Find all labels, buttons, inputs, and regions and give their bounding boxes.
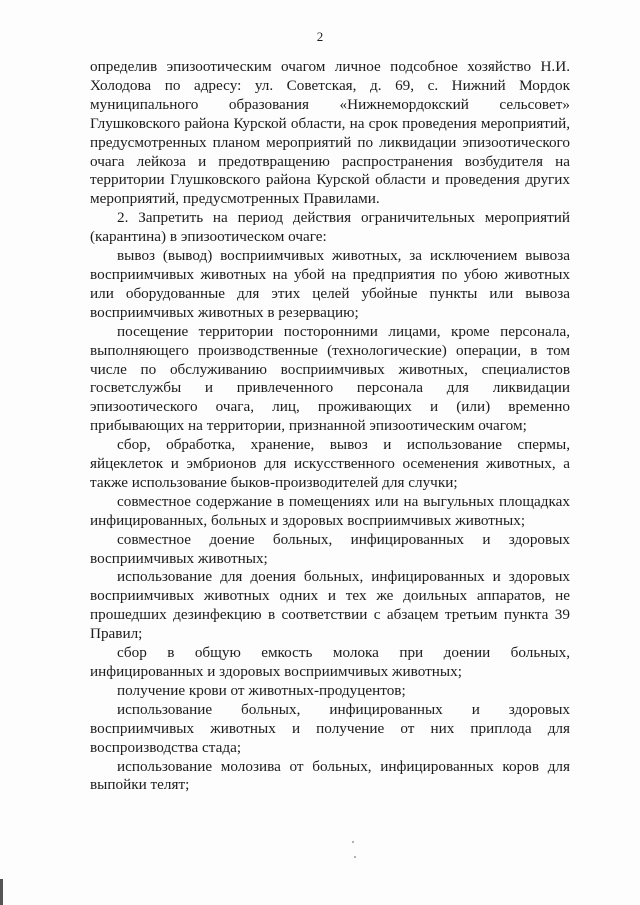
paragraph-breeding-ban: использование больных, инфицированных и здоровых восприимчивых животных и получение от них приплода для воспроизводства стада; <box>90 700 570 756</box>
paragraph-blood-ban: получение крови от животных-продуцентов; <box>117 681 406 699</box>
paragraph-visit-ban: посещение территории посторонними лицами, кроме персонала, выполняющего производственные (технологические) операции, в том числе по обслуживанию восприимчивых животных, специалистов госветслужбы и привлеченного персонала для ликвидации эпизоотического очага, лиц, проживающих и (или) временно прибывающих на территории, признанной эпизоотическим очагом; <box>90 322 570 435</box>
paragraph-joint-keeping-ban: совместное содержание в помещениях или на выгульных площадках инфицированных, больных и здоровых восприимчивых животных; <box>90 492 570 529</box>
paragraph-milk-collection-ban: сбор в общую емкость молока при доении больных, инфицированных и здоровых восприимчивых животных; <box>90 644 570 680</box>
scan-edge-mark <box>0 879 3 905</box>
paragraph-milking-machine-ban: использование для доения больных, инфицированных и здоровых восприимчивых животных одних и тех же доильных аппаратов, не прошедших дезинфекцию в соответствии с абзацем третьим пункта 39 Правил; <box>90 568 570 643</box>
paragraph-joint-milking-ban: совместное доение больных, инфицированных и здоровых восприимчивых животных; <box>90 530 570 567</box>
page-number: 2 <box>316 29 324 44</box>
paragraph-hearth-definition: определив эпизоотическим очагом личное подсобное хозяйство Н.И. Холодова по адресу: ул. Советская, д. 69, с. Нижний Мордок муниципального образования «Нижнемордокский сельсовет» Глушковского района Курской области, на срок проведения мероприятий, предусмотренных планом мероприятий по ликвидации эпизоотического очага лейкоза и предотвращению распространения возбудителя на территории Глушковского района Курской области и проведения других мероприятий, предусмотренных Правилами. <box>90 58 570 208</box>
scan-speck <box>354 856 356 858</box>
paragraph-sperm-ban: сбор, обработка, хранение, вывоз и использование спермы, яйцеклеток и эмбрионов для искусственного осеменения животных, а также использование быков-производителей для случки; <box>90 436 570 491</box>
document-body <box>90 58 570 795</box>
scan-speck <box>352 841 354 843</box>
paragraph-prohibition-intro: 2. Запретить на период действия ограничительных мероприятий (карантина) в эпизоотическом очаге: <box>90 209 570 246</box>
paragraph-colostrum-ban: использование молозива от больных, инфицированных коров для выпойки телят; <box>90 757 570 794</box>
paragraph-export-ban: вывоз (вывод) восприимчивых животных, за исключением вывоза восприимчивых животных на убой на предприятия по убою животных или оборудованные для этих целей убойные пункты или вывоза восприимчивых животных в резервацию; <box>90 247 570 321</box>
